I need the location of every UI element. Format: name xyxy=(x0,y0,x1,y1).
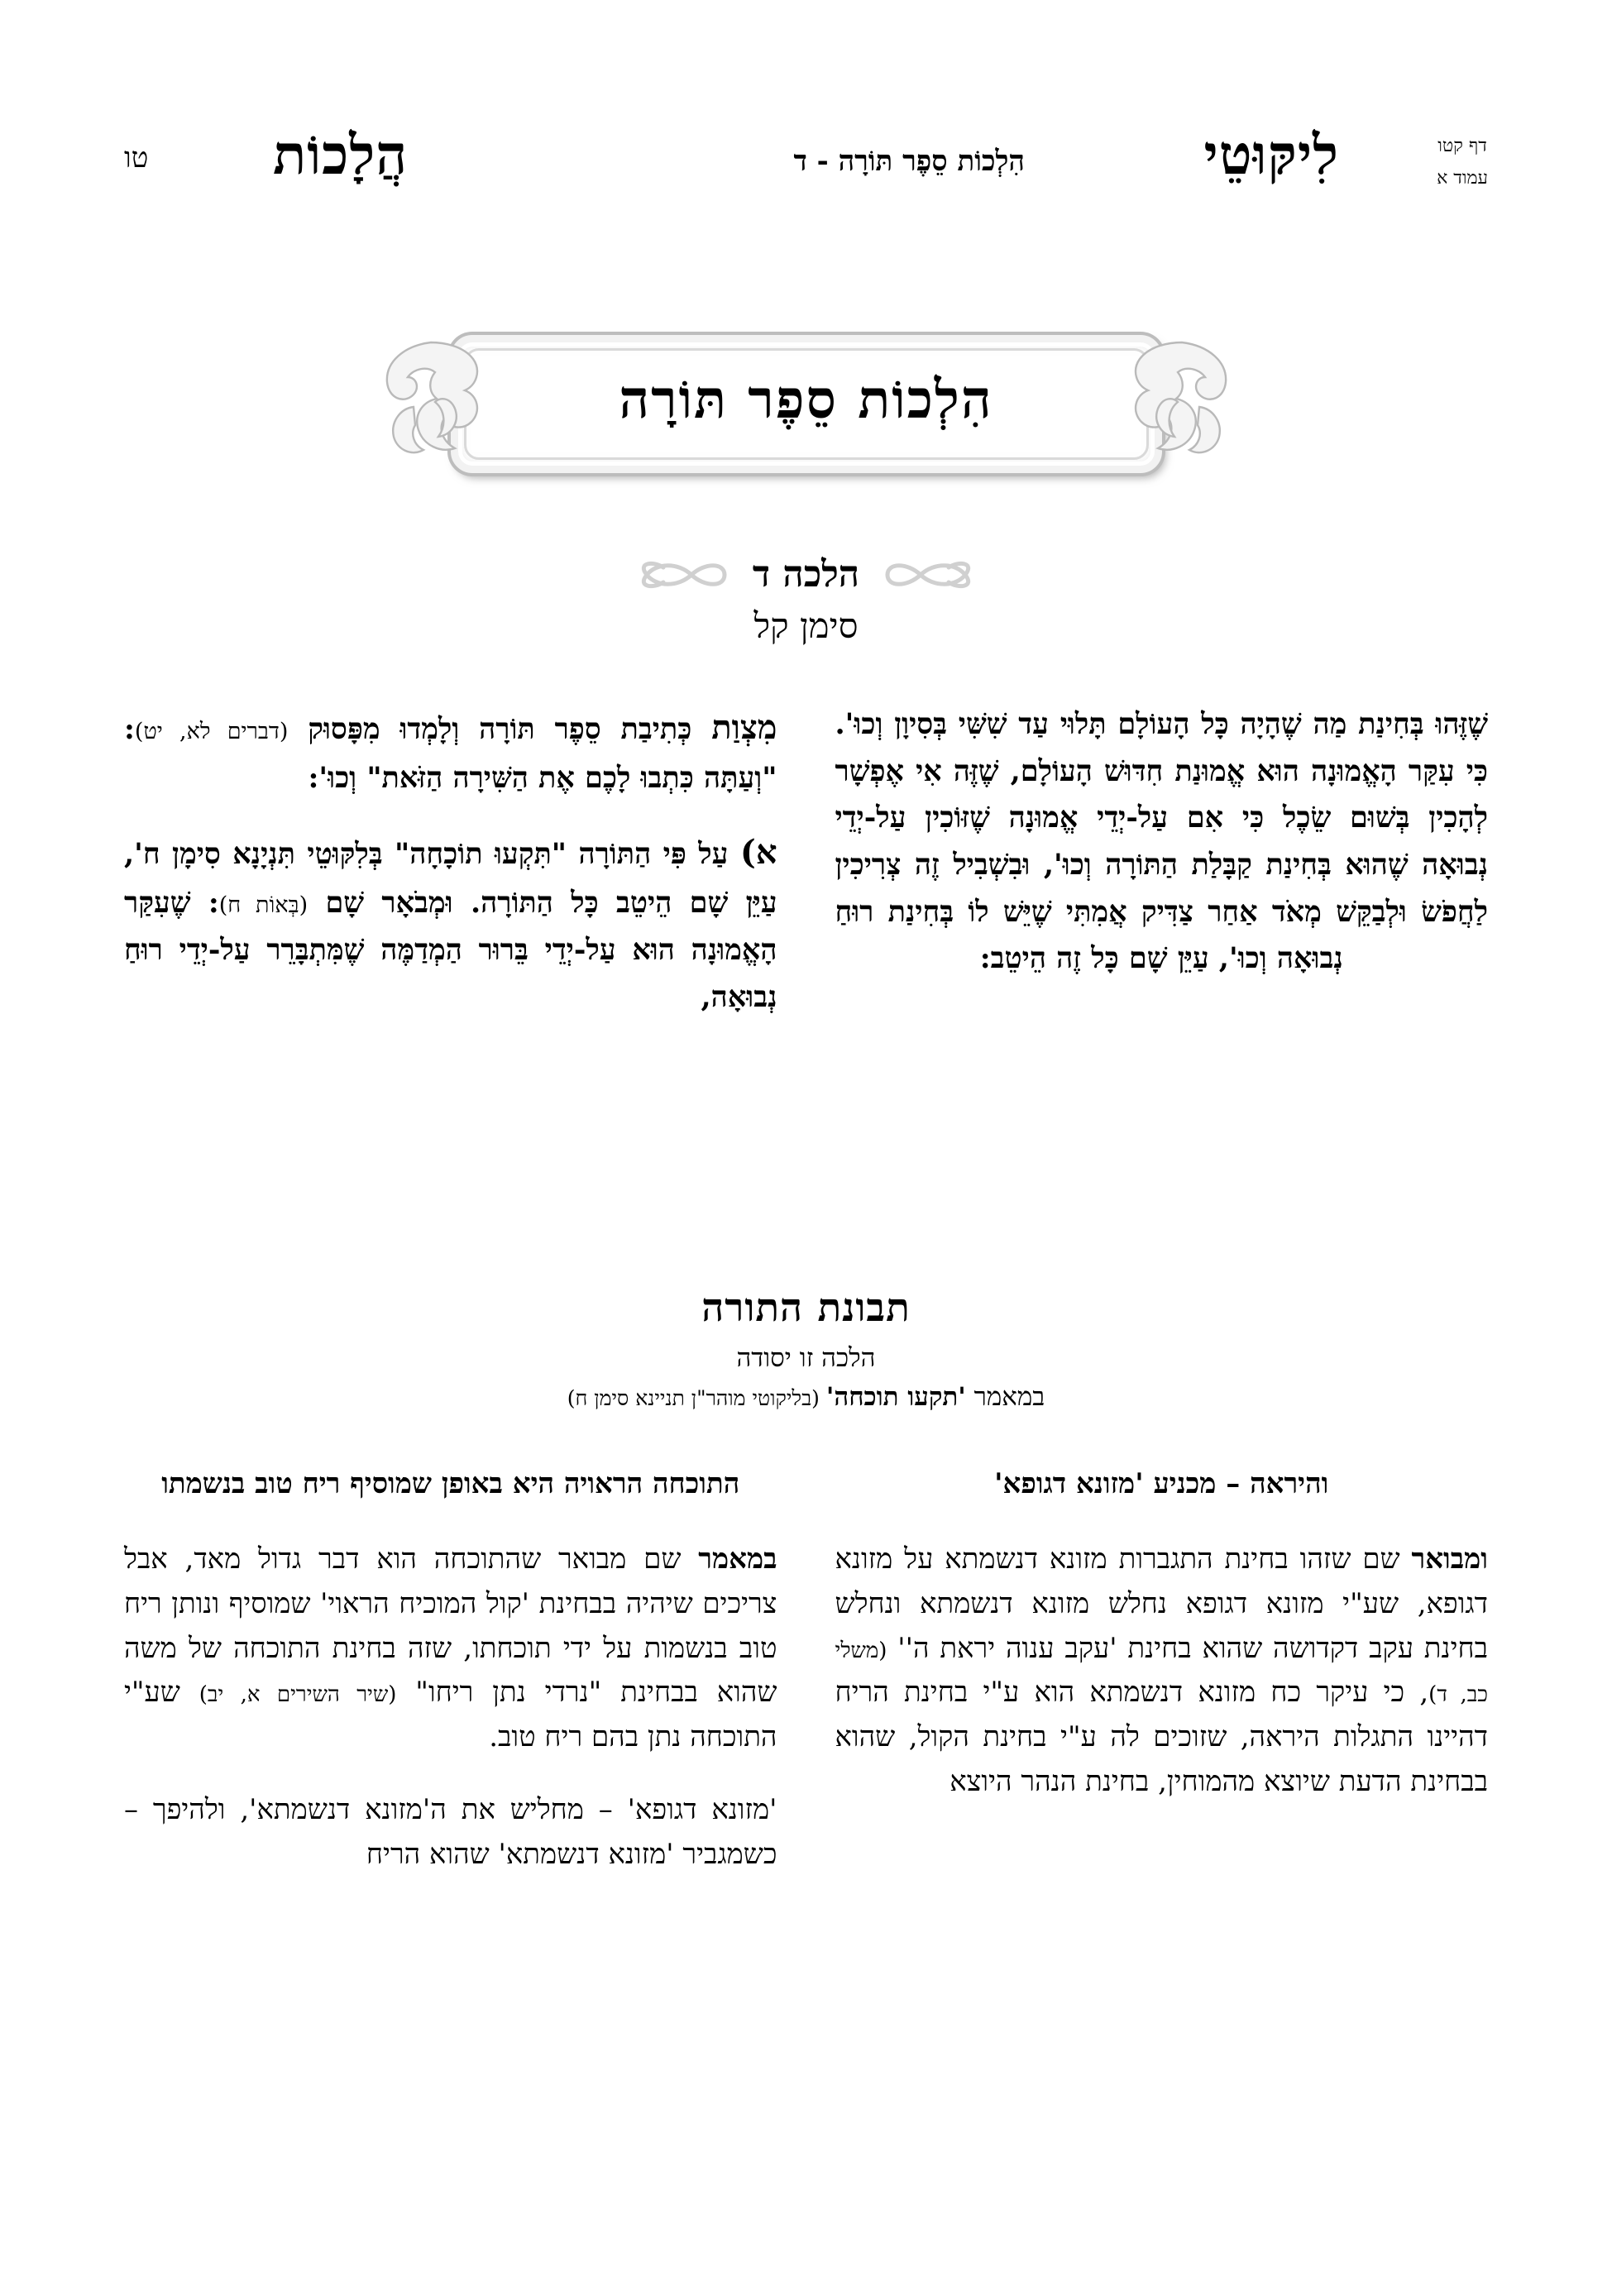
title-plaque-wrap xyxy=(0,308,1612,498)
scripture-reference: (שיר השירים א, יב) xyxy=(199,1682,397,1708)
folio-page: דף קטו xyxy=(1437,136,1487,156)
lower-right-column xyxy=(124,1464,777,1877)
scripture-reference: (דברים לא, יט) xyxy=(134,719,289,744)
source-prefix: במאמר xyxy=(965,1381,1045,1412)
paragraph-continuation: שֶׁזֶּהוּ בְּחִינַת מַה שֶׁהָיָה כָּל הָעוֹלָם תָּלוּי עַד שִׁשִּׁי בְּסִיוָן וְכוּ'. כִּי עִקַּר הָאֱמוּנָה הוּא אֱמוּנַת חִדּוּשׁ הָעוֹלָם, שֶׁזֶּה אִי אֶפְשָׁר לְהָכִין בְּשׁוּם שֵׂכֶל כִּי אִם עַל-יְדֵי אֱמוּנָה שֶׁזּוֹכִין עַל-יְדֵי נְבוּאָה שֶׁהוּא בְּחִינַת קַבָּלַת הַתּוֹרָה וְכוּ', וּבִשְׁבִיל זֶה צְרִיכִין לַחֲפֹשׂ וּלְבַקֵּשׁ מְאֹד אַחַר צַדִּיק אֲמִתִּי שֶׁיֵּשׁ לוֹ בְּחִינַת רוּחַ נְבוּאָה וְכוּ', עַיֵּן שָׁם כָּל זֶה הֵיטֵב: xyxy=(835,707,1488,976)
halacha-label: הלכה ד xyxy=(752,553,860,596)
section-source-line xyxy=(124,1380,1488,1413)
title-plaque xyxy=(364,310,1249,496)
paragraph-body: שם שזהו בחינת התגברות מזונא דנשמתא על מזונא דגופא, שע"י מזונא דגופא נחלש מזונא דנשמתא ונחלש בחינת עקב דקדושה שהוא בחינת 'עקב ענוה יראת ה'' xyxy=(835,1543,1488,1665)
siman-label: סימן קל xyxy=(753,605,859,646)
paragraph-lead-word: מִצְוַת xyxy=(711,708,777,747)
paragraph-tail: שע"י התוכחה נתן בהם ריח טוב. xyxy=(124,1676,777,1754)
halacha-heading xyxy=(0,553,1612,647)
section-title: תבונת התורה xyxy=(701,1285,911,1331)
upper-right-text xyxy=(124,701,777,1021)
paragraph-tail: : שֶׁעִקַּר הָאֱמוּנָה הוּא עַל-יְדֵי בֵּרוּר הַמְדַמֶּה שֶׁמִּתְבָּרֵר עַל-יְדֵי רוּחַ נְבוּאָה, xyxy=(124,886,777,1014)
inline-reference: (בְּאוֹת ח) xyxy=(218,892,309,919)
source-quote: 'תקעו תוכחה' xyxy=(825,1381,966,1412)
paragraph-body: שם מבואר שהתוכחה הוא דבר גדול מאד, אבל צריכים שיהיה בבחינת 'קול המוכיח הראוי' שמוסיף ונותן ריח טוב בנשמות על ידי תוכחתו, שזה בחינת התוכחה של משה שהוא בבחינת "נרדי נתן ריחו" xyxy=(124,1543,777,1710)
lower-right-subheading: התוכחה הראויה היא באופן שמוסיף ריח טוב בנשמתו xyxy=(161,1467,740,1500)
paragraph-body: כְּתִיבַת סֵפֶר תּוֹרָה וְלָמְדוּ מִפָּסוּק xyxy=(288,712,712,746)
upper-left-text xyxy=(835,701,1489,983)
paragraph-tail: : "וְעַתָּה כִּתְבוּ לָכֶם אֶת הַשִּׁירָה הַזֹּאת" וְכוּ': xyxy=(124,712,777,795)
lower-left-subheading: והיראה – מכניע 'מזונא דגופא' xyxy=(994,1467,1329,1500)
paragraph-alef xyxy=(124,826,777,1021)
upper-right-column xyxy=(124,701,777,1021)
upper-left-column xyxy=(835,701,1489,1021)
lower-left-column xyxy=(835,1464,1489,1877)
lower-right-paragraph-2: 'מזונא דגופא' – מחליש את ה'מזונא דנשמתא', ולהיפך – כשמגביר 'מזונא דנשמתא' שהוא הריח xyxy=(124,1792,777,1871)
paragraph-lead-word: במאמר xyxy=(698,1543,777,1576)
paragraph-lead-word: ומבואר xyxy=(1411,1543,1488,1576)
paragraph-letter-marker: א) xyxy=(739,833,777,873)
lower-right-paragraph-1 xyxy=(124,1538,777,1760)
lower-right-text xyxy=(124,1464,777,1877)
infinity-flourish-right-icon xyxy=(879,556,988,594)
upper-body-columns xyxy=(124,701,1488,1021)
source-citation: (בליקוטי מוהר"ן תניינא סימן ח) xyxy=(567,1385,826,1410)
section-subtitle: הלכה זו יסודה xyxy=(736,1342,876,1373)
lower-left-paragraph-1 xyxy=(835,1538,1489,1804)
halacha-heading-row xyxy=(0,553,1612,596)
running-head xyxy=(124,124,1488,223)
header-title-left: הֲלָכוֹת xyxy=(273,122,409,187)
scripture-reference: (משלי כב, ד) xyxy=(835,1638,1489,1708)
header-subtitle: הִלְכוֹת סֵפֶר תּוֹרָה - ד xyxy=(793,145,1025,178)
lower-body-columns xyxy=(124,1464,1488,1877)
tevunat-hatorah-header xyxy=(124,1287,1488,1413)
folio-side: עמוד א xyxy=(1437,167,1488,189)
paragraph-body: עַל פִּי הַתּוֹרָה "תִּקְעוּ תוֹכָחָה" בְּלִקּוּטֵי תִּנְיָנָא סִימָן ח', עַיֵּן שָׁם הֵיטֵב כָּל הַתּוֹרָה. וּמְבֹאָר שָׁם xyxy=(124,837,777,921)
infinity-flourish-left-icon xyxy=(624,556,733,594)
plaque-title: הִלְכוֹת סֵפֶר תּוֹרָה xyxy=(619,369,993,432)
lower-left-text xyxy=(835,1464,1489,1805)
folio-marker xyxy=(1437,131,1488,194)
paragraph-tail: , כי עיקר כח מזונא דנשמתא הוא ע"י בחינת הריח דהיינו התגלות היראה, שזוכים לה ע"י בחינת הקול, שהוא בבחינת הדעת שיוצא מהמוחין, בחינת הנהר היוצא xyxy=(835,1676,1488,1798)
page-number: טו xyxy=(124,141,149,175)
header-title-right: לִיקּוּטֵי xyxy=(1203,122,1339,187)
paragraph-mitzvat xyxy=(124,701,777,801)
